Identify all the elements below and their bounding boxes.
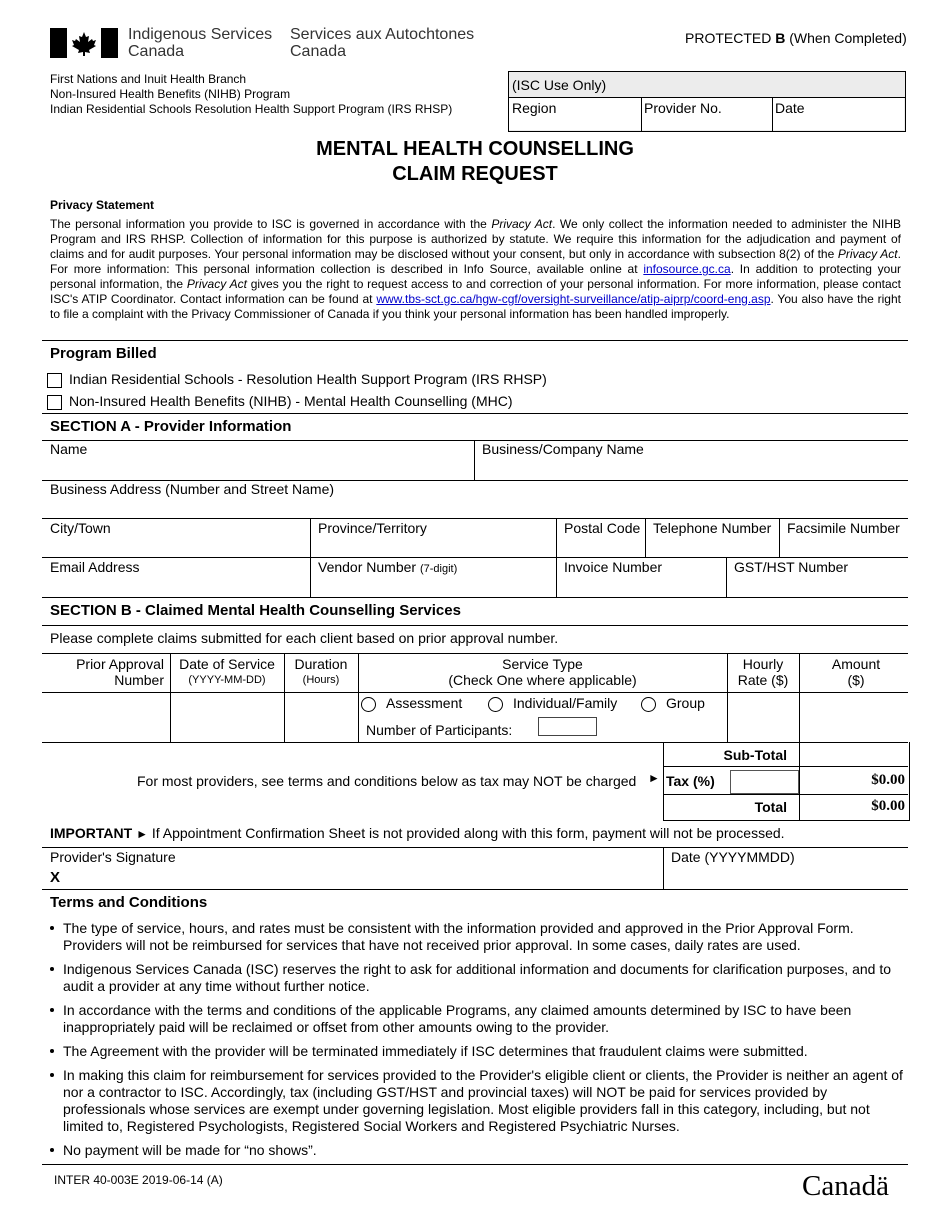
dept-name-en-line2: Canada xyxy=(128,43,185,60)
form-id: INTER 40-003E 2019-06-14 (A) xyxy=(54,1173,223,1187)
section-a-heading: SECTION A - Provider Information xyxy=(50,418,292,435)
nihb-mhc-label: Non-Insured Health Benefits (NIHB) - Mental Health Counselling (MHC) xyxy=(69,393,513,409)
irs-rhsp-checkbox[interactable] xyxy=(47,373,62,388)
terms-item xyxy=(48,1142,908,1159)
duration-input[interactable] xyxy=(285,693,357,741)
dept-name-en-line1: Indigenous Services xyxy=(128,26,273,43)
infosource-link[interactable]: infosource.gc.ca xyxy=(643,262,731,276)
signature-x: X xyxy=(50,869,61,886)
email-field[interactable]: Email Address xyxy=(50,559,140,575)
subtotal-value[interactable] xyxy=(800,743,907,765)
col-duration-label: Duration xyxy=(294,656,348,672)
terms-item xyxy=(48,1043,908,1060)
section-b-instruction: Please complete claims submitted for each client based on prior approval number. xyxy=(50,630,559,646)
total-label: Total xyxy=(754,799,787,815)
terms-item-text: No payment will be made for “no shows”. xyxy=(63,1142,317,1158)
date-of-service-input[interactable] xyxy=(171,693,283,741)
total-amount: $0.00 xyxy=(871,798,905,814)
terms-item-text: Indigenous Services Canada (ISC) reserves the right to ask for additional information and documents for clarification purposes, and to audit a provider at any time without further notice. xyxy=(63,961,891,994)
branch-line-3: Indian Residential Schools Resolution Health Support Program (IRS RHSP) xyxy=(50,102,453,116)
col-prior-approval-header xyxy=(60,656,164,688)
protected-label xyxy=(685,30,907,46)
program-billed-heading: Program Billed xyxy=(50,345,157,362)
privacy-text-6: . You also have the right to file a complaint with the Privacy Commissioner of Canada if you think your personal information has been handled improperly. xyxy=(50,292,901,321)
signature-input[interactable] xyxy=(70,866,655,886)
col-amount-header xyxy=(799,656,913,688)
city-field[interactable]: City/Town xyxy=(50,520,111,536)
isc-date-field[interactable]: Date xyxy=(775,100,805,116)
branch-line-1: First Nations and Inuit Health Branch xyxy=(50,72,247,86)
signature-label: Provider's Signature xyxy=(50,849,176,865)
prior-approval-input[interactable] xyxy=(43,693,169,741)
privacy-act-italic-1: Privacy Act xyxy=(491,217,553,231)
privacy-text-3: . For more information: This personal information collection is described in Info Source, available online at xyxy=(50,247,901,276)
privacy-text-2: . We only collect the information needed to administer the NIHB Program and IRS RHSP. Collection of information for this purpose is authorized by statute. We require this information for the adjudication and payment of claims and for audit purposes. Your personal information may be disclosed without your consent, but only in accordance with subsection 8(2) of the xyxy=(50,217,901,261)
col-date-header xyxy=(170,656,284,688)
assessment-label: Assessment xyxy=(386,695,463,711)
page-title-line1: MENTAL HEALTH COUNSELLING xyxy=(316,138,634,160)
provider-name-field[interactable]: Name xyxy=(50,441,88,457)
terms-item-text: In making this claim for reimbursement for services provided to the Provider's eligible client or clients, the Provider is neither an agent of nor a contractor to ISC. Accordingly, tax (including GST/HST and provincial taxes) will NOT be paid for services provided by professionals whose services are exempt under governing legislation. Most eligible providers fall in this category, including, but not limited to, Registered Psychologists, Registered Social Workers and Registered Psychiatric Nurses. xyxy=(63,1067,903,1134)
subtotal-label: Sub-Total xyxy=(723,747,787,763)
gst-hst-field[interactable]: GST/HST Number xyxy=(734,559,849,575)
canada-wordmark-text: Canadä xyxy=(802,1170,889,1202)
fax-field[interactable]: Facsimile Number xyxy=(787,520,900,536)
vendor-number-note: (7-digit) xyxy=(419,563,458,575)
section-b-heading: SECTION B - Claimed Mental Health Counselling Services xyxy=(50,602,461,619)
individual-family-radio[interactable] xyxy=(488,697,503,712)
tax-note: For most providers, see terms and conditions below as tax may NOT be charged xyxy=(137,773,637,789)
business-name-field[interactable]: Business/Company Name xyxy=(482,441,644,457)
invoice-number-field[interactable]: Invoice Number xyxy=(564,559,663,575)
terms-heading: Terms and Conditions xyxy=(50,894,208,911)
col-amount-line2: ($) xyxy=(847,672,865,688)
tax-amount: $0.00 xyxy=(871,772,905,788)
dept-name-fr-line2: Canada xyxy=(290,43,347,60)
dept-name-en xyxy=(128,26,272,60)
terms-item xyxy=(48,920,908,954)
arrow-right-icon: ► xyxy=(648,771,660,785)
branch-info xyxy=(50,72,452,117)
terms-item xyxy=(48,1002,908,1036)
col-date-note: (YYYY-MM-DD) xyxy=(188,674,266,686)
telephone-field[interactable]: Telephone Number xyxy=(653,520,772,536)
group-radio[interactable] xyxy=(641,697,656,712)
terms-item xyxy=(48,1067,908,1135)
tax-percent-input[interactable] xyxy=(730,770,799,794)
privacy-heading: Privacy Statement xyxy=(50,198,155,212)
government-flag-logo xyxy=(50,28,118,58)
branch-line-2: Non-Insured Health Benefits (NIHB) Program xyxy=(50,87,291,101)
col-rate-line2: Rate ($) xyxy=(737,672,789,688)
col-prior-line1: Prior Approval xyxy=(76,656,164,672)
province-field[interactable]: Province/Territory xyxy=(318,520,427,536)
nihb-mhc-checkbox[interactable] xyxy=(47,395,62,410)
col-duration-note: (Hours) xyxy=(302,674,340,686)
important-text: If Appointment Confirmation Sheet is not provided along with this form, payment will not be processed. xyxy=(147,825,785,841)
col-rate-header xyxy=(727,656,799,688)
signature-date-field[interactable]: Date (YYYYMMDD) xyxy=(671,849,795,865)
isc-use-only-label: (ISC Use Only) xyxy=(512,77,607,93)
vendor-number-field[interactable] xyxy=(318,559,457,575)
atip-link[interactable]: www.tbs-sct.gc.ca/hgw-cgf/oversight-surveillance/atip-aiprp/coord-eng.asp xyxy=(376,292,771,306)
dept-name-fr xyxy=(290,26,474,60)
participants-input[interactable] xyxy=(538,717,597,736)
col-service-line2: (Check One where applicable) xyxy=(448,672,637,688)
business-address-field[interactable]: Business Address (Number and Street Name) xyxy=(50,481,335,497)
terms-item-text: The Agreement with the provider will be terminated immediately if ISC determines that fraudulent claims were submitted. xyxy=(63,1043,808,1059)
hourly-rate-input[interactable] xyxy=(728,693,798,741)
postal-code-field[interactable]: Postal Code xyxy=(564,520,641,536)
group-label: Group xyxy=(666,695,705,711)
privacy-act-italic-2: Privacy Act xyxy=(837,247,898,261)
col-rate-line1: Hourly xyxy=(742,656,784,672)
col-amount-line1: Amount xyxy=(831,656,881,672)
dept-name-fr-line1: Services aux Autochtones xyxy=(290,26,475,43)
isc-region-field[interactable]: Region xyxy=(512,100,557,116)
privacy-statement xyxy=(50,217,901,322)
page-title xyxy=(0,137,950,187)
individual-family-label: Individual/Family xyxy=(513,695,618,711)
vendor-number-label: Vendor Number xyxy=(318,559,420,575)
protected-prefix: PROTECTED xyxy=(685,30,776,46)
irs-rhsp-label: Indian Residential Schools - Resolution Health Support Program (IRS RHSP) xyxy=(69,371,547,387)
isc-provider-no-field[interactable]: Provider No. xyxy=(644,100,722,116)
privacy-text-5: gives you the right to request access to and correction of your personal information. For more information, please contact ISC's ATIP Coordinator. Contact information can be found at xyxy=(50,277,901,306)
terms-item-text: The type of service, hours, and rates must be consistent with the information provided and approved in the Prior Approval Form. Providers will not be reimbursed for services that have not received prior approval. In some cases, daily rates are used. xyxy=(63,920,854,953)
important-arrow-icon: ► xyxy=(136,827,148,841)
important-label: IMPORTANT xyxy=(50,825,133,841)
assessment-radio[interactable] xyxy=(361,697,376,712)
col-prior-line2: Number xyxy=(114,672,164,688)
terms-item-text: In accordance with the terms and conditions of the applicable Programs, any claimed amounts determined by ISC to have been inappropriately paid will be reclaimed or offset from other amounts owing to the provider. xyxy=(63,1002,852,1035)
important-note xyxy=(50,825,785,841)
protected-suffix: (When Completed) xyxy=(785,30,907,46)
tax-label: Tax (%) xyxy=(666,773,715,789)
amount-input[interactable] xyxy=(800,693,907,741)
terms-list xyxy=(48,920,908,1166)
col-service-line1: Service Type xyxy=(502,656,583,672)
protected-level: B xyxy=(775,30,786,46)
canada-flag-icon xyxy=(50,28,118,58)
terms-item xyxy=(48,961,908,995)
page-title-line2: CLAIM REQUEST xyxy=(392,163,558,185)
participants-label: Number of Participants: xyxy=(366,722,513,738)
privacy-text-1: The personal information you provide to ISC is governed in accordance with the xyxy=(50,217,492,231)
col-duration-header xyxy=(284,656,358,688)
col-service-header xyxy=(358,656,727,688)
privacy-text-4: . In addition to protecting your personal information, the xyxy=(50,262,901,291)
privacy-act-italic-3: Privacy Act xyxy=(186,277,247,291)
canada-wordmark xyxy=(802,1170,889,1202)
col-date-label: Date of Service xyxy=(179,656,275,672)
